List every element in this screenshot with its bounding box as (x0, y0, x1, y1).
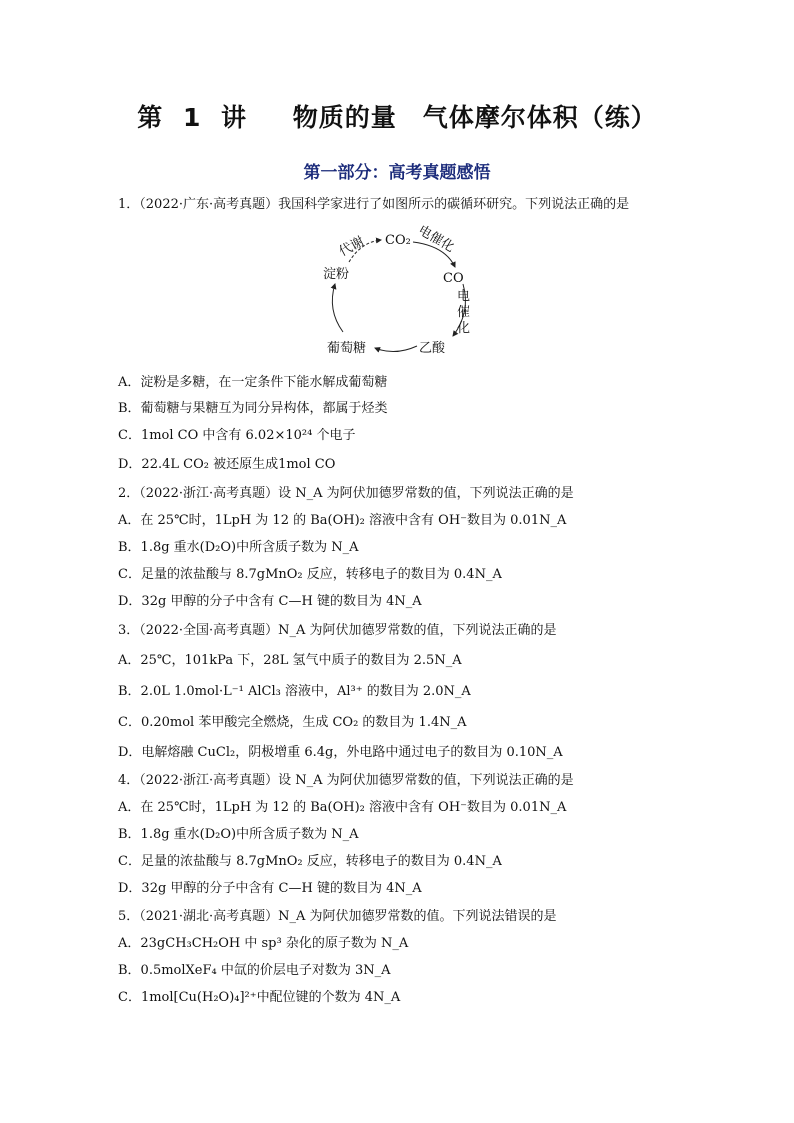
question-2-stem: 2．（2022·浙江·高考真题）设 N_A 为阿伏加德罗常数的值，下列说法正确的是 (118, 486, 574, 501)
question-2-option-c: C．足量的浓盐酸与 8.7gMnO₂ 反应，转移电子的数目为 0.4N_A (118, 567, 502, 582)
question-3-option-c: C．0.20mol 苯甲酸完全燃烧，生成 CO₂ 的数目为 1.4N_A (118, 715, 467, 730)
node-co: CO (443, 271, 464, 286)
question-3-option-d: D．电解熔融 CuCl₂，阴极增重 6.4g，外电路中通过电子的数目为 0.10N_A (118, 745, 563, 760)
question-1-stem: 1．（2022·广东·高考真题）我国科学家进行了如图所示的碳循环研究。下列说法正确的是 (118, 197, 630, 212)
question-5-option-a: A．23gCH₃CH₂OH 中 sp³ 杂化的原子数为 N_A (118, 936, 409, 951)
question-1-option-b: B．葡萄糖与果糖互为同分异构体，都属于烃类 (118, 401, 388, 416)
question-3-stem: 3．（2022·全国·高考真题）N_A 为阿伏加德罗常数的值，下列说法正确的是 (118, 623, 557, 638)
label-electrocatalysis-2c: 化 (457, 321, 471, 336)
question-1-option-a: A．淀粉是多糖，在一定条件下能水解成葡萄糖 (118, 375, 388, 390)
label-electrocatalysis-2a: 电 (457, 289, 471, 304)
label-electrocatalysis-1: 电催化 (415, 222, 457, 256)
label-metabolism: 代谢 (336, 234, 367, 260)
question-3-option-b: B．2.0L 1.0mol·L⁻¹ AlCl₃ 溶液中，Al³⁺ 的数目为 2.0N_A (118, 684, 471, 699)
page-title: 第 1 讲 物质的量 气体摩尔体积（练） (137, 103, 657, 132)
question-4-option-d: D．32g 甲醇的分子中含有 C—H 键的数目为 4N_A (118, 881, 422, 896)
question-4-option-a: A．在 25℃时，1LpH 为 12 的 Ba(OH)₂ 溶液中含有 OH⁻数目为 0.01N_A (118, 800, 567, 815)
question-4-option-c: C．足量的浓盐酸与 8.7gMnO₂ 反应，转移电子的数目为 0.4N_A (118, 854, 502, 869)
question-5-option-c: C．1mol[Cu(H₂O)₄]²⁺中配位键的个数为 4N_A (118, 990, 401, 1005)
question-5-stem: 5．（2021·湖北·高考真题）N_A 为阿伏加德罗常数的值。下列说法错误的是 (118, 909, 557, 924)
node-co2: CO₂ (385, 233, 411, 248)
question-5-option-b: B．0.5molXeF₄ 中氙的价层电子对数为 3N_A (118, 963, 391, 978)
node-starch: 淀粉 (323, 267, 350, 282)
label-electrocatalysis-2b: 催 (457, 305, 471, 320)
question-2-option-d: D．32g 甲醇的分子中含有 C—H 键的数目为 4N_A (118, 594, 422, 609)
question-4-option-b: B．1.8g 重水(D₂O)中所含质子数为 N_A (118, 827, 359, 842)
question-4-stem: 4．（2022·浙江·高考真题）设 N_A 为阿伏加德罗常数的值，下列说法正确的是 (118, 773, 574, 788)
node-acetic: 乙酸 (419, 341, 446, 356)
question-2-option-a: A．在 25℃时，1LpH 为 12 的 Ba(OH)₂ 溶液中含有 OH⁻数目为 0.01N_A (118, 513, 567, 528)
section-title: 第一部分：高考真题感悟 (303, 163, 491, 183)
arrow-glucose-to-starch (332, 284, 343, 332)
arrow-acetic-to-glucose (375, 346, 417, 352)
question-3-option-a: A．25℃，101kPa 下，28L 氢气中质子的数目为 2.5N_A (118, 653, 462, 668)
question-1-option-d: D．22.4L CO₂ 被还原生成1mol CO (118, 457, 336, 472)
question-2-option-b: B．1.8g 重水(D₂O)中所含质子数为 N_A (118, 540, 359, 555)
carbon-cycle-diagram (305, 222, 505, 372)
node-glucose: 葡萄糖 (327, 341, 367, 356)
question-1-option-c: C．1mol CO 中含有 6.02×10²⁴ 个电子 (118, 428, 356, 443)
